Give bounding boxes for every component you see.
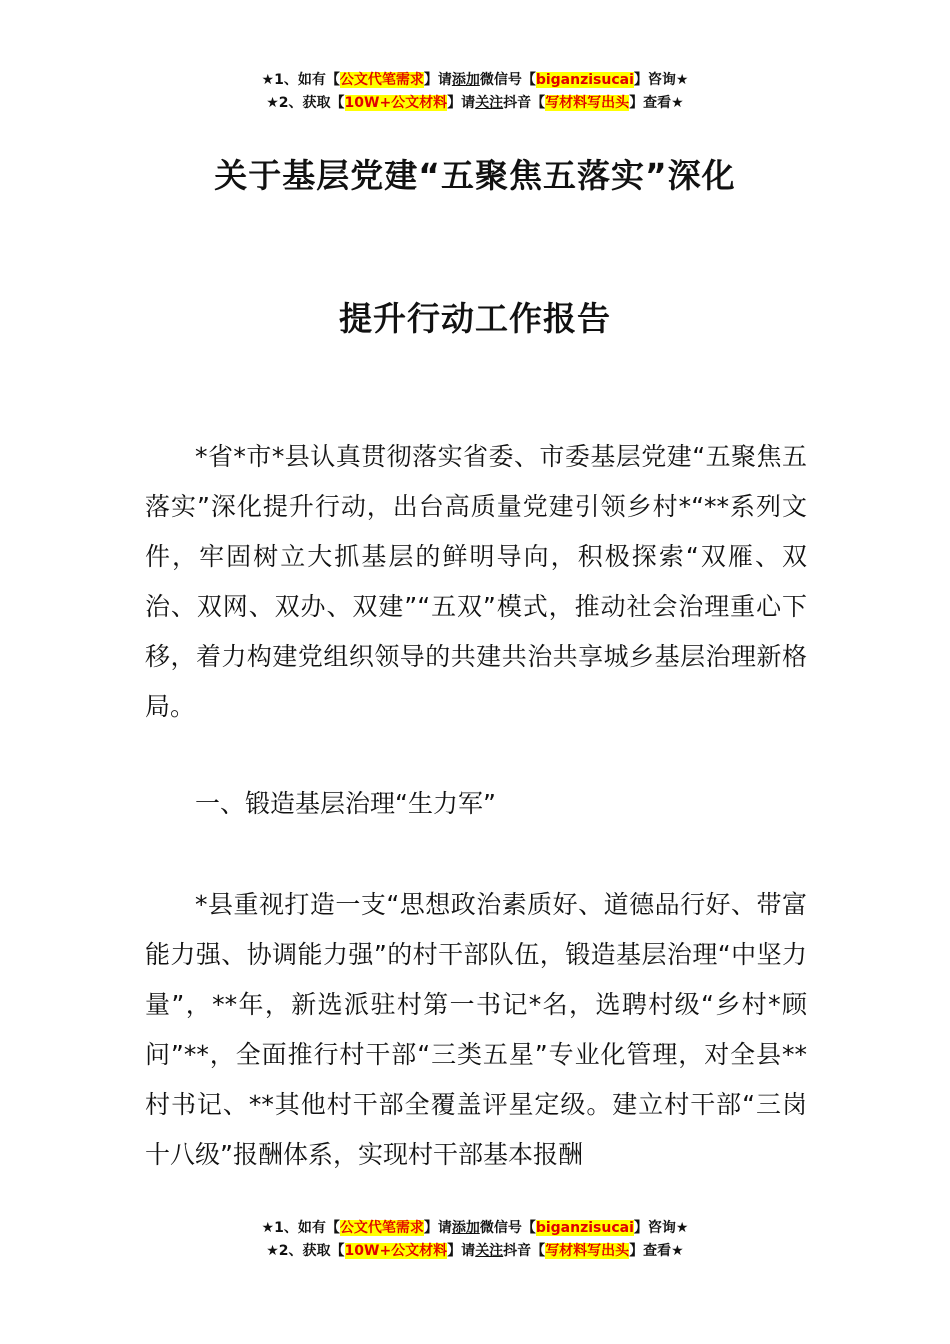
banner-text: 】查看★ [629, 95, 684, 111]
banner-text: 】请 [423, 1220, 452, 1236]
paragraph-text: *省*市*县认真贯彻落实省委、市委基层党建“五聚焦五落实”深化提升行动，出台高质量党建引领乡村*“**系列文件，牢固树立大抓基层的鲜明导向，积极探索“双雁、双治、双网、双办、双建”“五双”模式，推动社会治理重心下移，着力构建党组织领导的共建共治共享城乡基层治理新格局。 [145, 442, 807, 721]
section-heading-text: 一、锻造基层治理“生力军” [195, 789, 496, 818]
paragraph-section-1 [145, 880, 807, 1180]
banner-text: 】咨询★ [633, 1220, 689, 1236]
paragraph-intro [145, 432, 807, 732]
banner-wechat-id: biganzisucai [535, 1220, 634, 1236]
banner-highlight: 公文代笔需求 [339, 1220, 424, 1236]
banner-text: 】请 [447, 95, 476, 111]
banner-wechat-id: biganzisucai [535, 72, 634, 88]
banner-underlined: 关注 [475, 95, 504, 111]
banner-text: 】查看★ [629, 1243, 684, 1259]
banner-text: ★1、如有【 [261, 72, 340, 88]
banner-text: 抖音【 [503, 95, 546, 111]
banner-text: 抖音【 [503, 1243, 546, 1259]
banner-text: ★2、获取【 [266, 95, 345, 111]
banner-text: ★2、获取【 [266, 1243, 345, 1259]
banner-line-1 [0, 69, 950, 92]
banner-text: ★1、如有【 [261, 1220, 340, 1236]
banner-underlined: 添加 [451, 72, 480, 88]
banner-highlight: 公文代笔需求 [339, 72, 424, 88]
banner-highlight: 10W+公文材料 [344, 1243, 448, 1259]
footer-banner [0, 1217, 950, 1263]
banner-line-2 [0, 92, 950, 115]
paragraph-text: *县重视打造一支“思想政治素质好、道德品行好、带富能力强、协调能力强”的村干部队伍，锻造基层治理“中坚力量”，**年，新选派驻村第一书记*名，选聘村级“乡村*顾问”**，全面推行村干部“三类五星”专业化管理，对全县**村书记、**其他村干部全覆盖评星定级。建立村干部“三岗十八级”报酬体系，实现村干部基本报酬 [145, 890, 807, 1169]
banner-douyin-id: 写材料写出头 [545, 1243, 630, 1259]
banner-text: 微信号【 [479, 1220, 536, 1236]
banner-douyin-id: 写材料写出头 [545, 95, 630, 111]
banner-underlined: 添加 [451, 1220, 480, 1236]
banner-highlight: 10W+公文材料 [344, 95, 448, 111]
section-heading-1 [145, 779, 807, 829]
banner-text: 微信号【 [479, 72, 536, 88]
banner-underlined: 关注 [475, 1243, 504, 1259]
header-banner [0, 69, 950, 115]
banner-text: 】请 [447, 1243, 476, 1259]
banner-line-1 [0, 1217, 950, 1240]
document-title-line-2: 提升行动工作报告 [339, 299, 611, 338]
banner-line-2 [0, 1240, 950, 1263]
banner-text: 】咨询★ [633, 72, 689, 88]
banner-text: 】请 [423, 72, 452, 88]
document-title-line-1: 关于基层党建“五聚焦五落实”深化 [214, 156, 736, 195]
